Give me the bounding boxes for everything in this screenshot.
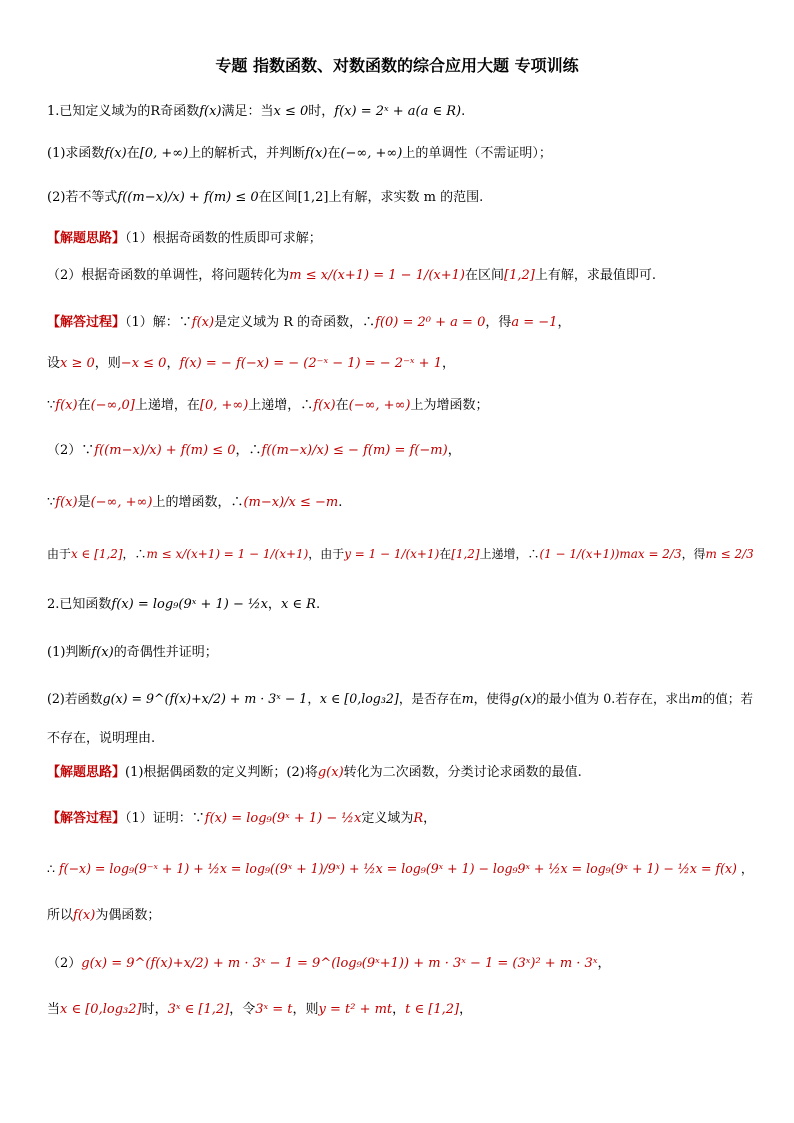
formula-text: g(x) = 9^(f(x)+x/2) + m · 3ˣ − 1 = 9^(log₉(9ˣ+1)) + m · 3ˣ − 1 = (3ˣ)² + m · 3ˣ: [81, 956, 598, 971]
formula-text: (−∞,0]: [90, 398, 135, 413]
math-text: (−∞, +∞): [340, 146, 403, 161]
body-text: 为偶函数；: [95, 908, 161, 923]
problem2-part1: [47, 644, 218, 662]
problem2-solution-5: [47, 1001, 472, 1019]
body-text: ，: [267, 597, 281, 612]
problem2-hint: [47, 764, 582, 782]
body-text: .: [315, 597, 321, 612]
formula-text: m ≤ x/(x+1) = 1 − 1/(x+1): [289, 268, 465, 283]
body-text: ，∴: [235, 443, 262, 458]
body-text: 上有解，求最值即可.: [534, 268, 656, 283]
body-text: 在: [327, 146, 341, 161]
section-tag: 【解答过程】: [47, 811, 126, 826]
problem1-part1: [47, 145, 552, 163]
formula-text: f(−x) = log₉(9⁻ˣ + 1) + ½x = log₉((9ˣ + 1)/9ˣ) + ½x = log₉(9ˣ + 1) − log₉9ˣ + ½x = log₉(9ˣ + 1) − ½x = f(x): [58, 861, 737, 876]
formula-text: 3ˣ = t: [255, 1002, 293, 1017]
body-text: 是定义域为 R 的奇函数，∴: [214, 315, 376, 330]
body-text: ∴: [47, 861, 59, 876]
body-text: ，: [447, 443, 461, 458]
formula-text: m ≤ 2/3: [705, 547, 754, 561]
formula-text: −x ≤ 0: [120, 356, 167, 371]
body-text: 设: [47, 356, 61, 371]
problem2-part2: [47, 690, 753, 708]
body-text: 上递增，∴: [248, 398, 314, 413]
body-text: 是: [77, 495, 91, 510]
math-text: m: [690, 691, 703, 706]
body-text: （1）解：∵: [125, 315, 192, 330]
body-text: (2)若不等式: [47, 190, 118, 205]
body-text: 在: [335, 398, 349, 413]
formula-text: (−∞, +∞): [90, 495, 153, 510]
body-text: ，: [736, 861, 754, 876]
body-text: ，使得: [473, 691, 512, 706]
math-text: x ≤ 0: [273, 104, 309, 119]
body-text: （2）: [47, 956, 82, 971]
body-text: (2)若函数: [47, 691, 103, 706]
body-text: 在: [439, 547, 452, 561]
formula-text: [1,2]: [504, 268, 535, 283]
body-text: （2）根据奇函数的单调性，将问题转化为: [47, 268, 290, 283]
body-text: ，得: [485, 315, 512, 330]
formula-text: f(x): [313, 398, 336, 413]
formula-text: f((m−x)/x) ≤ − f(m) = f(−m): [261, 443, 448, 458]
body-text: ，则: [94, 356, 121, 371]
math-text: g(x): [511, 691, 537, 706]
math-text: f((m−x)/x) + f(m) ≤ 0: [117, 190, 259, 205]
problem2-solution-3: [47, 907, 160, 925]
formula-text: f(x): [55, 398, 78, 413]
body-text: 的值；若: [702, 691, 753, 706]
body-text: ，由于: [308, 547, 345, 561]
body-text: (1)求函数: [47, 146, 105, 161]
body-text: 当: [47, 1002, 61, 1017]
body-text: ∵: [47, 398, 56, 413]
body-text: .: [338, 495, 343, 510]
body-text: (1)判断: [47, 645, 92, 660]
formula-text: f(x): [191, 315, 215, 330]
math-text: g(x) = 9^(f(x)+x/2) + m · 3ˣ − 1: [102, 691, 308, 706]
body-text: ，: [307, 691, 320, 706]
body-text: 上的解析式，并判断: [188, 146, 306, 161]
problem1-solution-3: [47, 397, 489, 415]
body-text: （1）证明：∵: [125, 811, 205, 826]
body-text: （2）∵: [47, 443, 95, 458]
formula-text: x ∈ [1,2]: [70, 547, 123, 561]
formula-text: (1 − 1/(x+1))max = 2/3: [539, 547, 682, 561]
math-text: f(x): [91, 645, 114, 660]
problem2-solution-4: [47, 955, 610, 973]
problem1-solution-6: [47, 545, 754, 563]
body-text: .: [461, 104, 466, 119]
formula-text: f(0) = 2⁰ + a = 0: [375, 315, 486, 330]
body-text: ，是否存在: [398, 691, 462, 706]
problem1-hint: [47, 230, 322, 248]
formula-text: g(x): [317, 765, 344, 780]
body-text: ，: [441, 356, 455, 371]
body-text: 2.已知函数: [47, 597, 112, 612]
body-text: ，令: [229, 1002, 256, 1017]
body-text: ，: [459, 1002, 473, 1017]
body-text: 在区间: [465, 268, 505, 283]
problem1-solution-5: [47, 494, 342, 512]
section-tag: 【解题思路】: [47, 231, 126, 246]
formula-text: m ≤ x/(x+1) = 1 − 1/(x+1): [146, 547, 309, 561]
formula-text: 3ˣ ∈ [1,2]: [167, 1002, 230, 1017]
body-text: （1）根据奇函数的性质即可求解；: [125, 231, 322, 246]
problem1-solution-4: [47, 442, 461, 460]
formula-text: a = −1: [511, 315, 558, 330]
body-text: 上的增函数，∴: [152, 495, 244, 510]
body-text: ∵: [47, 495, 56, 510]
body-text: 1.已知定义域为的R奇函数: [47, 104, 200, 119]
body-text: 时，: [141, 1002, 168, 1017]
body-text: ，: [423, 811, 437, 826]
math-text: f(x): [199, 104, 222, 119]
section-tag: 【解答过程】: [47, 315, 126, 330]
problem1-solution-2: [47, 355, 455, 373]
math-text: [0, +∞): [139, 146, 189, 161]
body-text: 定义域为: [361, 811, 414, 826]
problem2-solution-2: [47, 860, 753, 878]
formula-text: R: [413, 811, 424, 826]
body-text: 不存在，说明理由.: [47, 731, 156, 746]
body-text: ，∴: [122, 547, 147, 561]
formula-text: x ≥ 0: [60, 356, 95, 371]
body-text: 满足：当: [221, 104, 274, 119]
body-text: ，则: [292, 1002, 319, 1017]
formula-text: y = t² + mt: [318, 1002, 393, 1017]
formula-text: x ∈ [0,log₃2]: [60, 1002, 142, 1017]
math-text: x ∈ R: [280, 597, 316, 612]
math-text: f(x): [104, 146, 127, 161]
formula-text: y = 1 − 1/(x+1): [344, 547, 440, 561]
formula-text: (m−x)/x ≤ −m: [243, 495, 339, 510]
body-text: ，: [597, 956, 611, 971]
problem1-statement: [47, 103, 465, 121]
math-text: f(x) = log₉(9ˣ + 1) − ½x: [111, 597, 268, 612]
body-text: 上的单调性（不需证明）；: [402, 146, 552, 161]
problem2-solution-1: [47, 810, 436, 828]
body-text: 在区间[1,2]上有解，求实数 m 的范围.: [258, 190, 484, 205]
formula-text: [0, +∞): [199, 398, 249, 413]
body-text: ，: [557, 315, 571, 330]
body-text: 时，: [308, 104, 335, 119]
body-text: 在: [77, 398, 91, 413]
formula-text: t ∈ [1,2]: [405, 1002, 460, 1017]
body-text: 上递增，在: [134, 398, 200, 413]
formula-text: f((m−x)/x) + f(m) ≤ 0: [94, 443, 236, 458]
formula-text: f(x): [55, 495, 78, 510]
formula-text: f(x): [73, 908, 96, 923]
body-text: 上递增，∴: [479, 547, 540, 561]
body-text: 上为增函数；: [410, 398, 489, 413]
formula-text: [1,2]: [451, 547, 480, 561]
section-tag: 【解题思路】: [47, 765, 126, 780]
math-text: f(x) = 2ˣ + a(a ∈ R): [334, 104, 462, 119]
body-text: ，: [166, 356, 180, 371]
formula-text: (−∞, +∞): [348, 398, 411, 413]
problem1-hint-2: [47, 267, 656, 285]
formula-text: f(x) = log₉(9ˣ + 1) − ½x: [204, 811, 362, 826]
body-text: 在: [126, 146, 140, 161]
problem1-part2: [47, 189, 483, 207]
body-text: 的奇偶性并证明；: [113, 645, 218, 660]
body-text: 的最小值为 0.若存在，求出: [536, 691, 691, 706]
problem2-part2-cont: [47, 730, 155, 748]
math-text: f(x): [305, 146, 328, 161]
body-text: 由于: [47, 547, 71, 561]
page-title: 专题 指数函数、对数函数的综合应用大题 专项训练: [215, 56, 579, 75]
problem1-solution-1: [47, 314, 570, 332]
problem2-statement: [47, 596, 320, 614]
body-text: 转化为二次函数，分类讨论求函数的最值.: [343, 765, 582, 780]
body-text: 所以: [47, 908, 74, 923]
body-text: (1)根据偶函数的定义判断；(2)将: [125, 765, 318, 780]
body-text: ，: [392, 1002, 406, 1017]
math-text: x ∈ [0,log₃2]: [319, 691, 399, 706]
formula-text: f(x) = − f(−x) = − (2⁻ˣ − 1) = − 2⁻ˣ + 1: [179, 356, 442, 371]
math-text: m: [461, 691, 474, 706]
body-text: ，得: [681, 547, 706, 561]
